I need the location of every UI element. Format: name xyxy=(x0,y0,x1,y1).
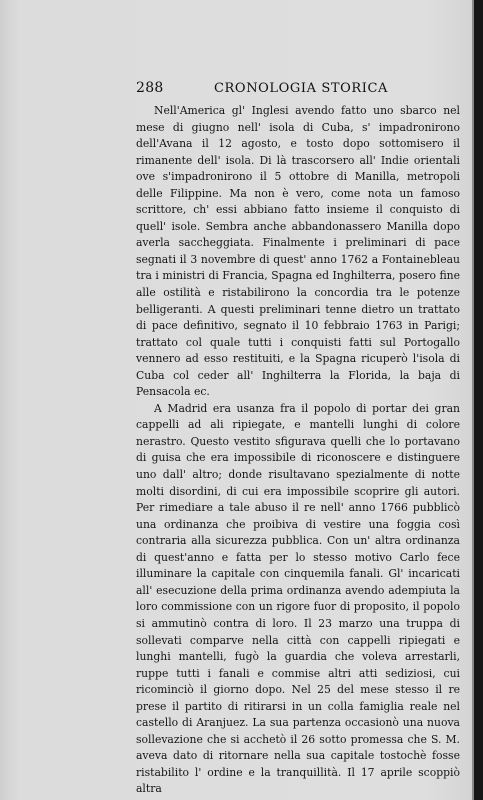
body-text xyxy=(136,103,460,798)
running-head: CRONOLOGIA STORICA xyxy=(214,81,389,96)
paragraph-1: Nell'America gl' Inglesi avendo fatto uno sbarco nel mese di giugno nell' isola di Cuba, s' impadronirono dell'Avana il 12 agosto, e tosto dopo sottomisero il rimanente dell' isola. Di là trascorsero all' Indie orientali ove s'impadronirono il 5 ottobre di Manilla, metropoli delle Filippine. Ma non è vero, come nota un famoso scrittore, ch' essi abbiano fatto insieme il conquisto di quell' isole. Sembra anche abbandonassero Manilla dopo averla saccheggiata. Finalmente i preliminari di pace segnati il 3 novembre di quest' anno 1762 a Fontainebleau tra i ministri di Francia, Spagna ed Inghilterra, posero fine alle ostilità e ristabilirono la concordia tra le potenze belligeranti. A questi preliminari tenne dietro un trattato di pace definitivo, segnato il 10 febbraio 1763 in Parigi; trattato col quale tutti i conquisti fatti sul Portogallo vennero ad esso restituiti, e la Spagna ricuperò l'isola di Cuba col ceder all' Inghilterra la Florida, la baja di Pensacola ec. xyxy=(136,104,460,399)
book-spine-edge xyxy=(474,0,483,800)
paragraph-2: A Madrid era usanza fra il popolo di portar dei gran cappelli ad ali ripiegate, e mantelli lunghi di colore nerastro. Questo vestito sfigurava quelli che lo portavano di guisa che era impossibile di riconoscere e distinguere uno dall' altro; donde risultavano spezialmente di notte molti disordini, di cui era impossibile scoprire gli autori. Per rimediare a tale abuso il re nell' anno 1766 pubblicò una ordinanza che proibiva di vestire una foggia così contraria alla sicurezza pubblica. Con un' altra ordinanza di quest'anno e fatta per lo stesso motivo Carlo fece illuminare la capitale con cinquemila fanali. Gl' incaricati all' esecuzione della prima ordinanza avendo adempiuta la loro commissione con un rigore fuor di proposito, il popolo si ammutinò contra di loro. Il 23 marzo una truppa di sollevati comparve nella città con cappelli ripiegati e lunghi mantelli, fugò la guardia che voleva arrestarli, ruppe tutti i fanali e commise altri atti sediziosi, cui ricominciò il giorno dopo. Nel 25 del mese stesso il re prese il partito di ritirarsi in un colla famiglia reale nel castello di Aranjuez. La sua partenza occasionò una nuova sollevazione che si acchetò il 26 sotto promessa che S. M. aveva dato di ritornare nella sua capitale tostochè fosse ristabilito l' ordine e la tranquillità. Il 17 aprile scoppiò altra xyxy=(136,401,460,796)
page-number: 288 xyxy=(136,80,164,96)
page-header xyxy=(136,80,462,100)
